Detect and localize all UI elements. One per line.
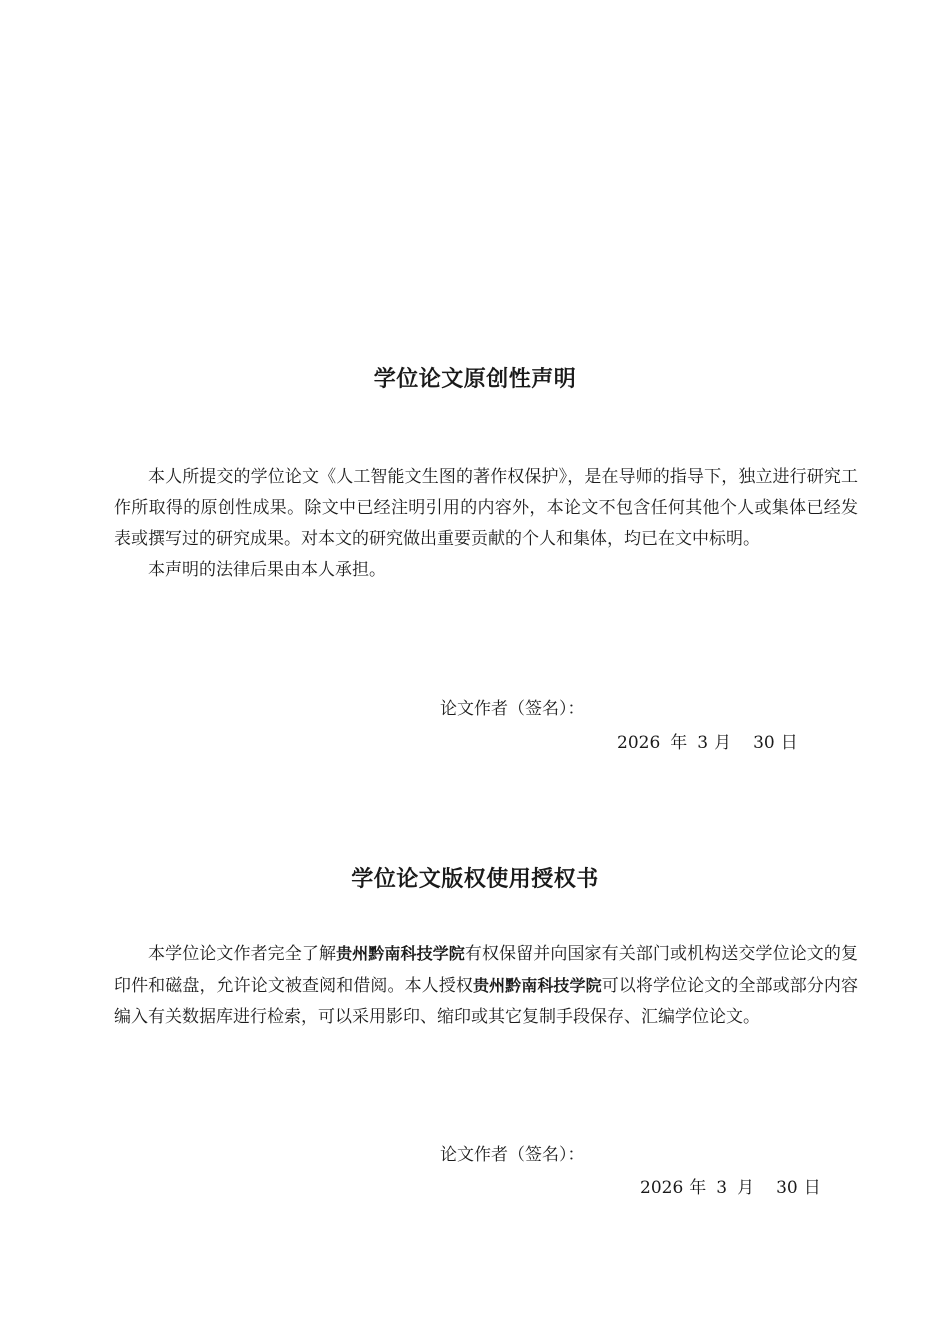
declaration-paragraph-1: 本人所提交的学位论文《人工智能文生图的著作权保护》，是在导师的指导下，独立进行研究工作所取得的原创性成果。除文中已经注明引用的内容外，本论文不包含任何其他个人或集体已经发表或撰写过的研究成果。对本文的研究做出重要贡献的个人和集体，均已在文中标明。 xyxy=(114,467,858,549)
authorization-date-month-unit: 月 xyxy=(737,1178,755,1198)
authorization-body xyxy=(114,938,858,1033)
declaration-title: 学位论文原创性声明 xyxy=(373,367,577,392)
authorization-date-day-unit: 日 xyxy=(803,1178,821,1198)
declaration-date xyxy=(617,728,798,753)
declaration-date-year-unit: 年 xyxy=(670,733,688,753)
institution-name-2: 贵州黔南科技学院 xyxy=(472,976,602,995)
authorization-date-day: 30 xyxy=(776,1178,798,1198)
declaration-signature-label: 论文作者（签名）： xyxy=(440,699,585,719)
authorization-text-3: 可以将学位论文的全部或部分内容编入有关数据库进行检索，可以采用影印、缩印或其它复制手段保存、汇编学位论文。 xyxy=(114,976,858,1027)
declaration-date-day: 30 xyxy=(753,733,775,753)
authorization-text-1: 本学位论文作者完全了解 xyxy=(148,944,337,964)
institution-name-1: 贵州黔南科技学院 xyxy=(336,944,465,963)
authorization-date-year: 2026 xyxy=(640,1178,684,1198)
authorization-signature-label: 论文作者（签名）： xyxy=(440,1145,585,1165)
declaration-date-day-unit: 日 xyxy=(780,733,798,753)
authorization-paragraph xyxy=(114,938,858,1033)
authorization-title: 学位论文版权使用授权书 xyxy=(351,867,599,892)
authorization-date xyxy=(640,1173,821,1198)
declaration-date-year: 2026 xyxy=(617,733,661,753)
declaration-date-month: 3 xyxy=(697,733,709,753)
authorization-date-year-unit: 年 xyxy=(689,1178,707,1198)
declaration-body xyxy=(114,462,858,586)
authorization-text-2: 有权保留并向国家有关部门或机构送交学位论文的复印件和磁盘，允许论文被查阅和借阅。本人授权 xyxy=(114,944,858,996)
authorization-date-month: 3 xyxy=(716,1178,728,1198)
declaration-date-month-unit: 月 xyxy=(714,733,732,753)
declaration-paragraph-2: 本声明的法律后果由本人承担。 xyxy=(148,560,386,580)
